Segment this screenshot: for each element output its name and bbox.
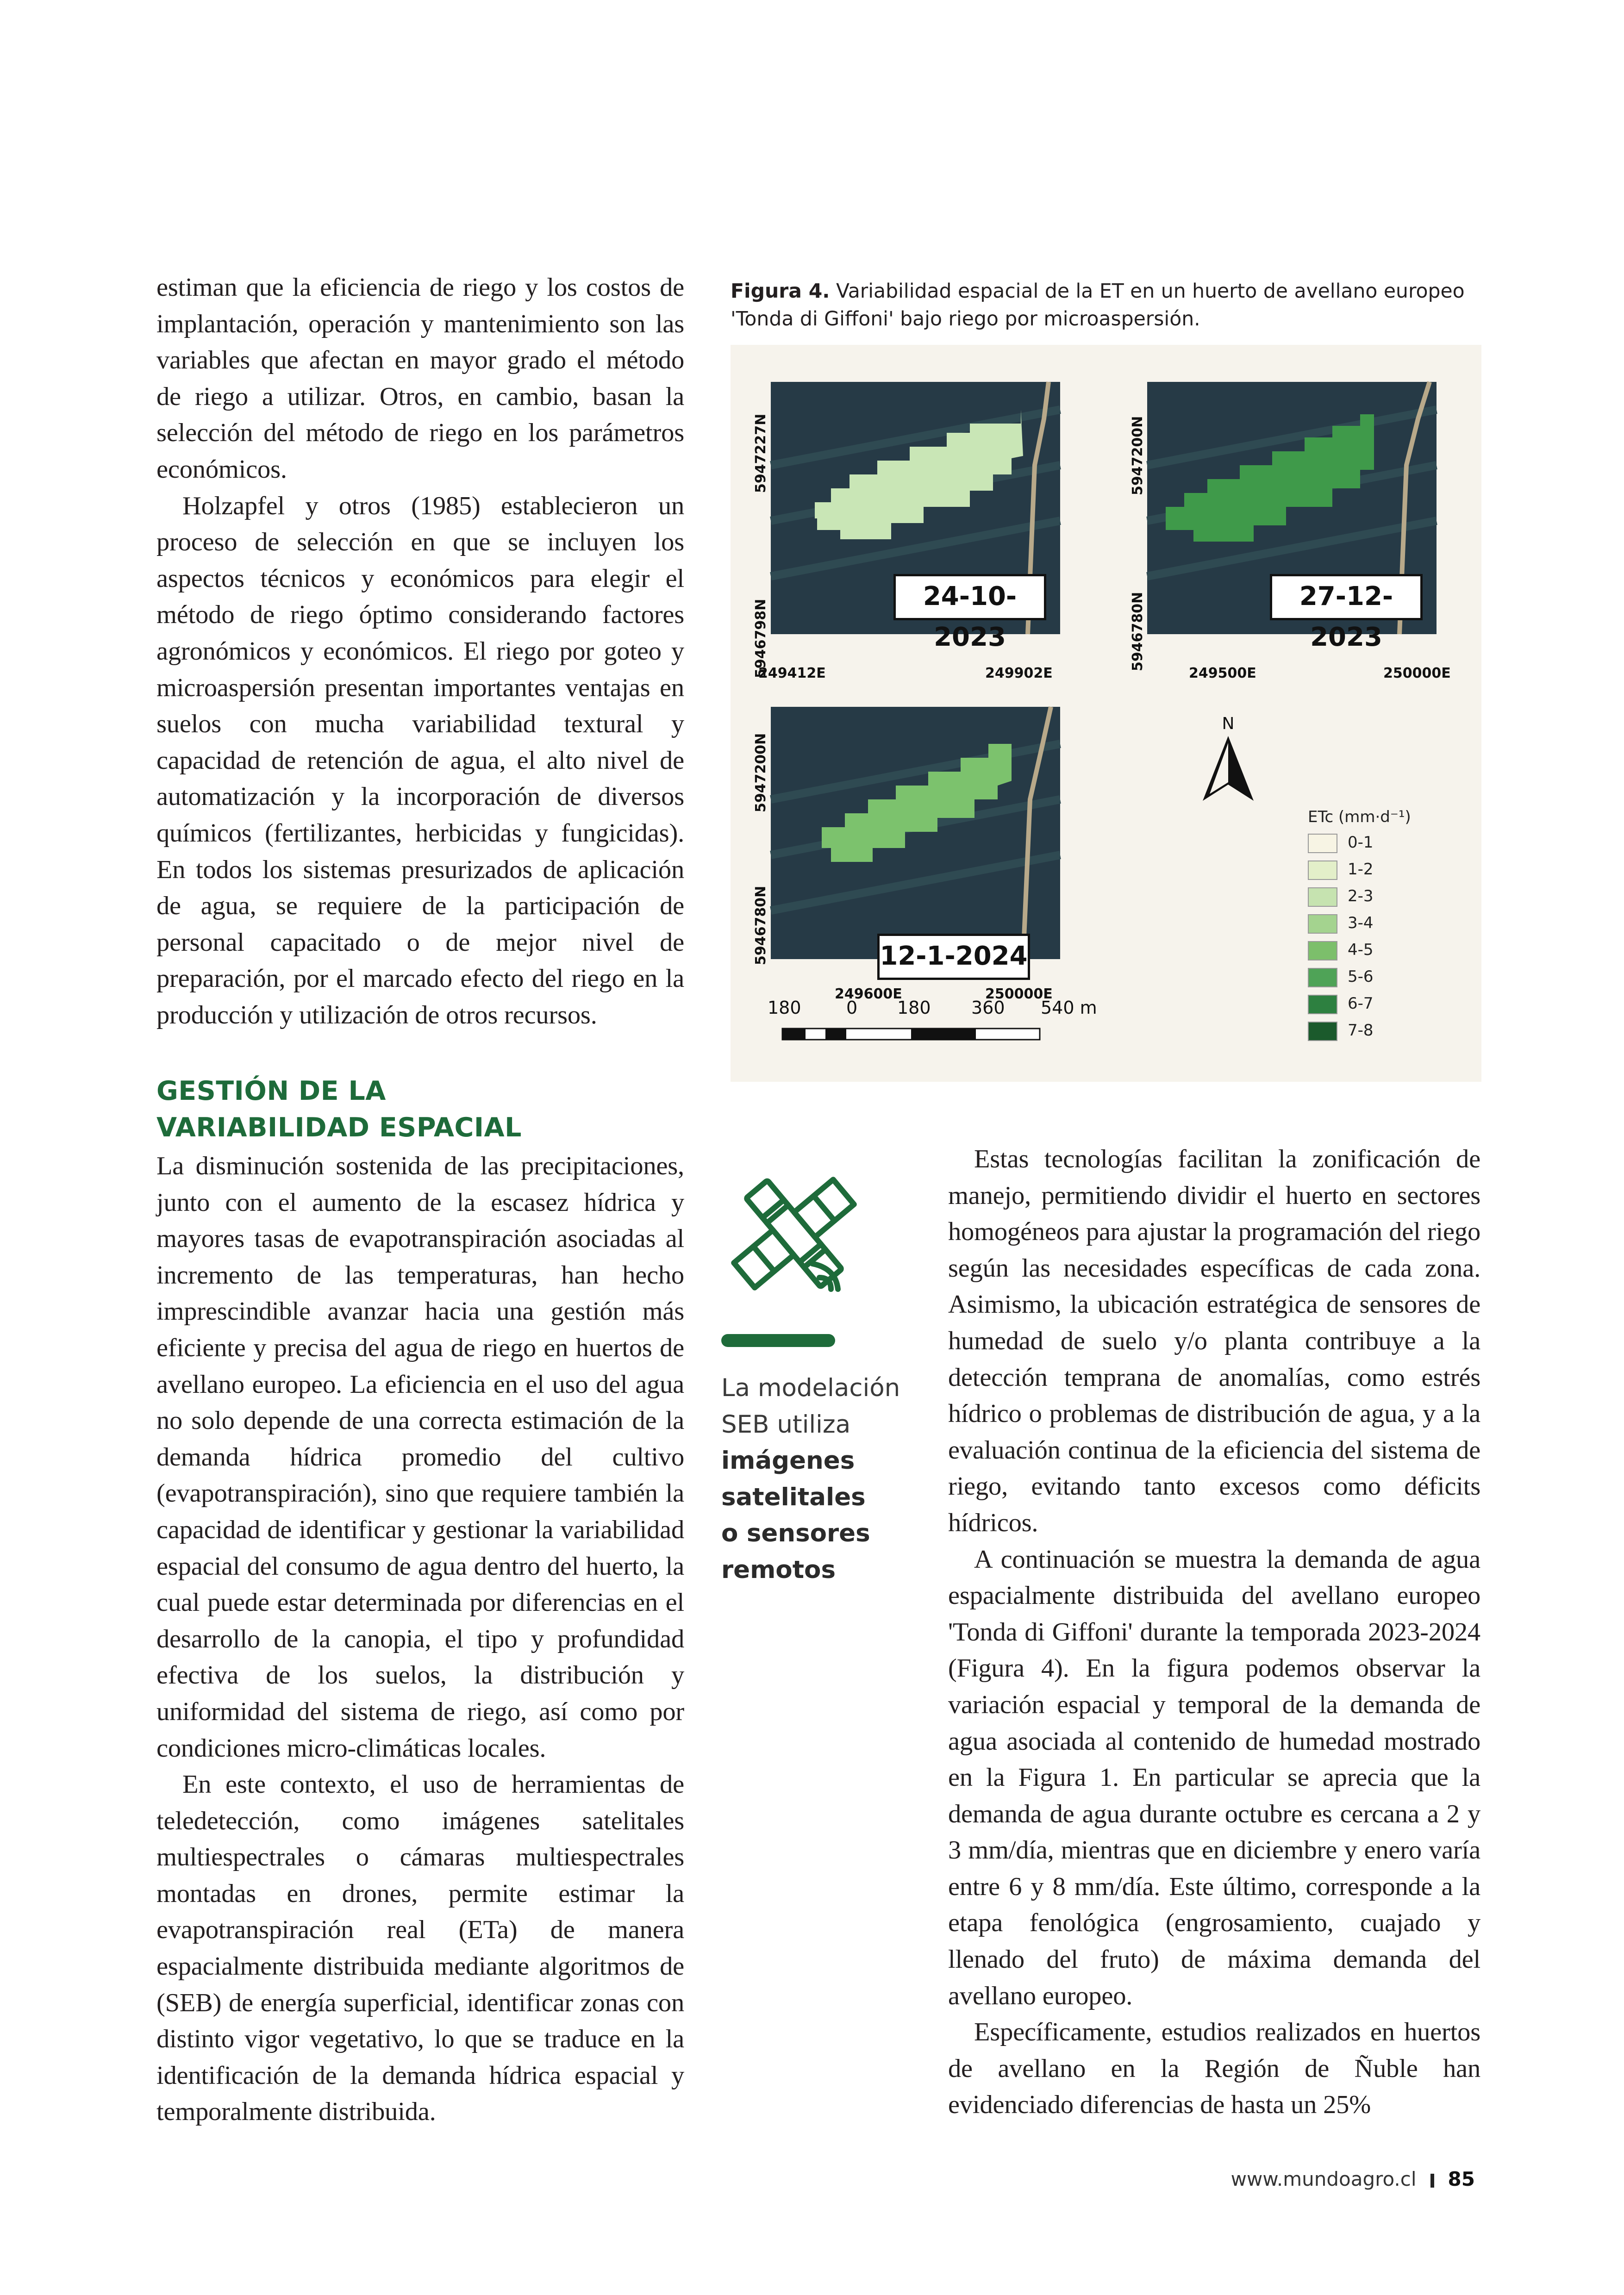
legend-swatch xyxy=(1308,861,1337,880)
map-coord-x-left: 249600E xyxy=(835,986,902,1002)
legend-label: 4-5 xyxy=(1348,941,1374,959)
legend-swatch xyxy=(1308,1022,1337,1041)
legend-title: ETc (mm·d⁻¹) xyxy=(1308,808,1411,826)
map-coord-x-left: 249412E xyxy=(758,665,826,681)
map-panel-1 xyxy=(771,382,1060,652)
legend-swatch xyxy=(1308,995,1337,1014)
paragraph: estiman que la eficiencia de riego y los costos de implantación, operación y mantenimiento son las variables que afectan en mayor grado el método de riego a utilizar. Otros, en cambio, basan la selección del método de riego en los parámetros económicos. xyxy=(156,273,684,484)
left-column-top xyxy=(156,269,684,1033)
pull-quote-line: SEB utiliza xyxy=(721,1410,851,1439)
scale-bar xyxy=(781,1028,1041,1041)
map-date-label: 27-12-2023 xyxy=(1270,574,1423,620)
divider-bar xyxy=(721,1334,835,1347)
map-coord-y-bottom: 5946780N xyxy=(1130,592,1146,671)
legend-label: 2-3 xyxy=(1348,887,1374,905)
paragraph: Específicamente, estudios realizados en huertos de avellano en la Región de Ñuble han evidenciado diferencias de hasta un 25% xyxy=(948,2018,1480,2120)
pull-quote-line: La modelación xyxy=(721,1374,900,1402)
scale-label: 180 xyxy=(768,998,801,1018)
website-link[interactable]: www.mundoagro.cl xyxy=(1230,2168,1417,2190)
pull-quote-line: o sensores xyxy=(721,1519,870,1547)
paragraph: A continuación se muestra la demanda de agua espacialmente distribuida del avellano europeo 'Tonda di Giffoni' durante la temporada 2023-2024 (Figura 4). En la figura podemos observar la variación espacial y temporal de la demanda de agua asociada al contenido de humedad mostrado en la Figura 1. En particular se aprecia que la demanda de agua durante octubre es cercana a 2 y 3 mm/día, mientras que en diciembre y enero varía entre 6 y 8 mm/día. Este último, corresponde a la etapa fenológica (engrosamiento, cuajado y llenado del fruto) de máxima demanda del avellano europeo. xyxy=(948,1545,1480,2010)
legend-item xyxy=(1308,994,1374,1018)
map-panel-3 xyxy=(771,707,1060,971)
legend-label: 0-1 xyxy=(1348,833,1374,852)
legend-item xyxy=(1308,914,1374,938)
map-coord-y-top: 5947200N xyxy=(753,733,769,812)
paragraph: La disminución sostenida de las precipitaciones, junto con el aumento de la escasez hídrica y mayores tasas de evapotranspiración asociadas al incremento de las temperaturas, han hecho imprescindible avanzar hacia una gestión más eficiente y precisa del agua de riego en huertos de avellano europeo. La eficiencia en el uso del agua no solo depende de una correcta estimación de la demanda hídrica promedio del cultivo (evapotranspiración), sino que requiere también la capacidad de identificar y gestionar la variabilidad espacial del consumo de agua dentro del huerto, la cual puede estar determinada por diferencias en el desarrollo de la canopia, el tipo y profundidad efectiva de los suelos, la distribución y uniformidad del sistema de riego, así como por condiciones micro-climáticas locales. xyxy=(156,1152,684,1763)
map-coord-y-top: 5947227N xyxy=(753,413,769,493)
map-panel-2 xyxy=(1147,382,1437,652)
legend-swatch xyxy=(1308,887,1337,907)
scale-label: 180 xyxy=(897,998,931,1018)
right-column xyxy=(948,1141,1480,2123)
satellite-icon xyxy=(720,1157,868,1310)
legend-item xyxy=(1308,967,1374,992)
footer-separator xyxy=(1430,2174,1434,2188)
map-coord-y-bottom: 5946798N xyxy=(753,599,769,678)
section-heading xyxy=(156,1073,684,1146)
figure-caption-text: Variabilidad espacial de la ET en un huerto de avellano europeo 'Tonda di Giffoni' bajo riego por microaspersión. xyxy=(731,280,1465,331)
map-coord-y-top: 5947200N xyxy=(1130,416,1146,495)
map-3-image xyxy=(771,707,1060,959)
pull-quote-line: imágenes xyxy=(721,1447,855,1475)
scale-label: 540 m xyxy=(1041,998,1097,1018)
map-coord-x-right: 250000E xyxy=(985,986,1053,1002)
figure-4 xyxy=(731,345,1481,1082)
paragraph: Holzapfel y otros (1985) establecieron un proceso de selección en que se incluyen los aspectos técnicos y económicos para elegir el método de riego óptimo considerando factores agronómicos y económicos. El riego por goteo y microaspersión presentan importantes ventajas en suelos con mucha variabilidad textural y capacidad de retención de agua, el alto nivel de automatización y la incorporación de diversos químicos (fertilizantes, herbicidas y fungicidas). En todos los sistemas presurizados de aplicación de agua, se requiere de la participación de personal capacitado o de mejor nivel de preparación, por el marcado efecto del riego en la producción y utilización de otros recursos. xyxy=(156,491,684,1029)
legend-label: 6-7 xyxy=(1348,994,1374,1013)
north-arrow-icon xyxy=(1196,715,1261,808)
page-footer xyxy=(1231,2168,1475,2190)
pull-quote-line: remotos xyxy=(721,1555,836,1584)
scale-label: 0 xyxy=(846,998,858,1018)
map-coord-x-right: 250000E xyxy=(1383,665,1451,681)
legend-swatch xyxy=(1308,914,1337,934)
legend-swatch xyxy=(1308,941,1337,960)
page-number: 85 xyxy=(1448,2168,1475,2190)
legend-item xyxy=(1308,860,1374,884)
pull-quote xyxy=(721,1370,916,1588)
legend-item xyxy=(1308,833,1374,857)
section-heading-line: GESTIÓN DE LA xyxy=(156,1076,386,1106)
legend-swatch xyxy=(1308,968,1337,987)
legend-item xyxy=(1308,887,1374,911)
scale-label: 360 xyxy=(971,998,1005,1018)
legend-label: 1-2 xyxy=(1348,860,1374,879)
map-date-label: 24-10-2023 xyxy=(893,574,1046,620)
section-heading-line: VARIABILIDAD ESPACIAL xyxy=(156,1112,522,1143)
map-date-label: 12-1-2024 xyxy=(877,934,1030,980)
legend-item xyxy=(1308,941,1374,965)
legend-label: 3-4 xyxy=(1348,914,1374,932)
legend-swatch xyxy=(1308,834,1337,853)
map-coord-y-bottom: 5946780N xyxy=(753,886,769,965)
map-coord-x-left: 249500E xyxy=(1189,665,1256,681)
pull-quote-line: satelitales xyxy=(721,1483,866,1511)
paragraph: En este contexto, el uso de herramientas de teledetección, como imágenes satelitales multiespectrales o cámaras multiespectrales montadas en drones, permite estimar la evapotranspiración real (ETa) de manera espacialmente distribuida mediante algoritmos de (SEB) de energía superficial, identificar zonas con distinto vigor vegetativo, lo que se traduce en la identificación de la demanda hídrica espacial y temporalmente distribuida. xyxy=(156,1770,684,2127)
map-coord-x-right: 249902E xyxy=(985,665,1053,681)
north-label: N xyxy=(1222,714,1235,733)
legend-item xyxy=(1308,1021,1374,1045)
paragraph: Estas tecnologías facilitan la zonificación de manejo, permitiendo dividir el huerto en sectores homogéneos para ajustar la programación del riego según las necesidades específicas de cada zona. Asimismo, la ubicación estratégica de sensores de humedad de suelo y/o planta contribuye a la detección temprana de anomalías, como estrés hídrico o problemas de distribución de agua, y a la evaluación continua de la eficiencia del sistema de riego, evitando tanto excesos como déficits hídricos. xyxy=(948,1145,1480,1537)
figure-caption xyxy=(731,278,1480,333)
figure-caption-label: Figura 4. xyxy=(731,280,830,303)
legend-label: 5-6 xyxy=(1348,967,1374,986)
legend-label: 7-8 xyxy=(1348,1021,1374,1040)
left-column-bottom xyxy=(156,1148,684,2130)
